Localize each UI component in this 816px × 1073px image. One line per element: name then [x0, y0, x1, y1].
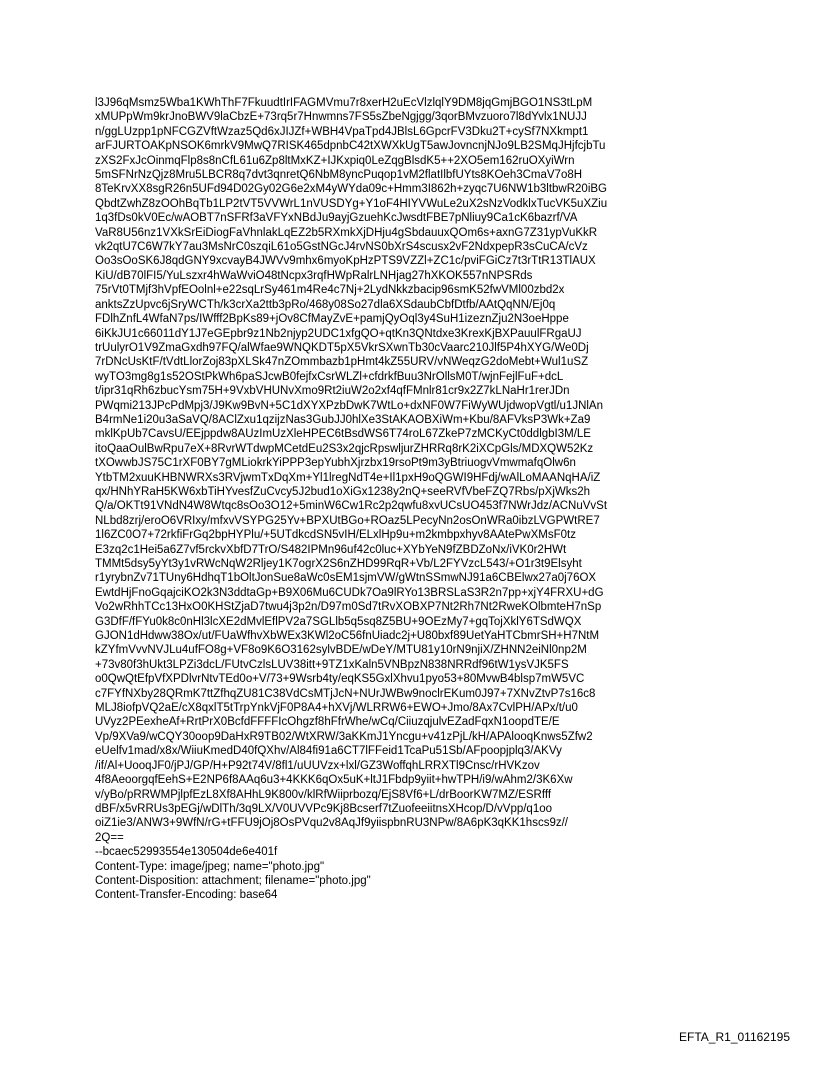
text-line: YtbTM2xuuKHBNWRXs3RVjwmTxDqXm+Yl1lregNdT4e+Il1pxH9oQGWI9HFdj/wAlLoMAANqHA/iZ: [95, 471, 601, 484]
text-line: Vp/9XVa9/wCQY30oop9DaHxR9TB02/WtXRW/3aKKmJ1Yncgu+v41zPjL/kH/APAlooqKnws5Zfw2: [95, 730, 593, 743]
text-line: 7rDNcUsKtF/tVdtLlorZoj83pXLSk47nZOmmbazb1pHmt4kZ55URV/vNWeqzG2doMebt+Wul1uSZ: [95, 356, 589, 369]
text-line: tXOwwbJS75C1rXF0BY7gMLiokrkYiPPP3epYubhXjrzbx19rsoPt9m3yBtriuogvVmwmafqOlw6n: [95, 457, 576, 470]
text-line: MLJ8iofpVQ2aE/cX8qxlT5tTrpYnkVjF0P8A4+hXVj/WLRRW6+EWO+Jmo/8Ax7CvlPH/APx/t/u0: [95, 702, 578, 715]
text-line: +73v80f3hUkt3LPZi3dcL/FUtvCzlsLUV38itt+9TZ1xKaln5VNBpzN838NRRdf96tW1ysVJK5FS: [95, 658, 569, 671]
text-line: QbdtZwhZ8zOOhBqTb1LP2tVT5VVWrL1nVUSDYg+Y1oF4HIYVWuLe2uX2sNzVodklxTucVK5uXZiu: [95, 197, 608, 210]
text-line: mklKpUb7CavsU/EEjppdw8AUzImUzXleHPEC6tBsdWS6T74roL67ZkeP7zMCKyCt0ddlgbI3M/LE: [95, 428, 591, 441]
text-line: 6iKkJU1c66011dY1J7eGEpbr9z1Nb2njyp2UDC1xfgQO+qtKn3QNtdxe3KrexKjBXPauulFRgaUJ: [95, 327, 582, 340]
text-line: qx/HNhYRaH5KW6xbTiHYvesfZuCvcy5J2bud1oXiGx1238y2nQ+seeRVfVbeFZQ7Rbs/pXjWks2h: [95, 485, 591, 498]
text-line: trUulyrO1V9ZmaGxdh97FQ/alWfae9WNQKDT5pX5VkrSXwnTb30cVaarc210Jlf5P4hXYG/We0Dj: [95, 341, 589, 354]
text-line: /if/Al+UooqJF0/jPJ/GP/H+P92t74V/8fl1/uUUVzx+lxl/GZ3WoffqhLRRXTl9Cnsc/rHVKzov: [95, 759, 540, 772]
text-line: itoQaaOulBwRpu7eX+8RvrWTdwpMCetdEu2S3x2qjcRpswljurZHRRq8rK2iXCpGls/MDXQW52Kz: [95, 442, 594, 455]
text-line: kZYfmVvvNVJLu4ufFO8g+VF8o9K6O3162sylvBDE/wDeY/MTU81y10rN9njiX/ZHNN2eiNl0np2M: [95, 644, 587, 657]
text-line: arFJURTOAKpNSOK6mrkV9MwQ7RISK465dpnbC42tXWXkUgT5awJovncnjNJo9LB2SMqJHjfcjbTu: [95, 140, 606, 153]
text-line: 75rVt0TMjf3hVpfEOolnl+e22sqLrSy461m4Re4c7Nj+2LydNkkzbacip96smK52fwVMl00zbd2x: [95, 284, 565, 297]
text-line: o0QwQtEfpVfXPDlvrNtvTEd0o+V/73+9Wsrb4ty/eqKS5GxlXhvu1pyo53+80MvwB4blsp7mW5VC: [95, 673, 585, 686]
text-line: 4f8AeoorgqfEehS+E2NP6f8AAq6u3+4KKK6qOx5uK+ltJ1Fbdp9yiit+hwTPH/i9/wAhm2/3K6Xw: [95, 774, 573, 787]
text-line: eUelfv1mad/x8x/WiiuKmedD40fQXhv/Al84fi91a6CT7lFFeid1TcaPu51Sb/AFpoopjplq3/AKVy: [95, 745, 562, 758]
text-line: dBF/x5vRRUs3pEGj/wDlTh/3q9LX/V0UVVPc9Kj8Bcserf7tZuofeeiitnsXHcop/D/vVpp/q1oo: [95, 802, 553, 815]
text-line: Vo2wRhhTCc13HxO0KHStZjaD7twu4j3p2n/D97m0Sd7tRvXOBXP7Nt2Rh7Nt2RweKOlbmteH7nSp: [95, 601, 602, 614]
document-id: EFTA_R1_01162195: [679, 1030, 790, 1044]
text-line: v/yBo/pRRWMPjlpfEzL8Xf8AHhL9K800v/klRfWiiprbozq/EjS8Vf6+L/drBoorKW7MZ/ESRfff: [95, 788, 552, 801]
text-line: r1yrybnZv71TUny6HdhqT1bOltJonSue8aWc0sEM1sjmVW/gWtnSSmwNJ91a6CBElwx27a0j76OX: [95, 572, 597, 585]
text-line: Content-Type: image/jpeg; name="photo.jpg": [95, 860, 325, 873]
text-line: 5mSFNrNzQjz8Mru5LBCR8q7dvt3qnretQ6NbM8yncPuqop1vM2flatIlbfUYts8KOeh3CmaV7o8H: [95, 169, 583, 182]
text-line: 2Q==: [95, 831, 124, 844]
text-line: Q/a/OKTt91VNdN4W8Wtqc8sOo3O12+5minW6Cw1Rc2p2qwfu8xvUCsUO453f7NWrJdz/ACNuVvSt: [95, 500, 608, 513]
text-line: t/ipr31qRh6zbucYsm75H+9VxbVHUNvXmo9Rt2iuW2o2xf4qfFMnlr81cr9x2Z7kLNaHr1rerJDn: [95, 385, 570, 398]
text-line: c7FYfNXby28QRmK7ttZfhqZU81C38VdCsMTjJcN+NUrJWBw9noclrEKum0J97+7XNvZtvP7s16c8: [95, 687, 596, 700]
text-line: 1q3fDs0kV0Ec/wAOBT7nSFRf3aVFYxNBdJu9ayjGzuehKcJwsdtFBE7pNliuy9Ca1cK6bazrf/VA: [95, 212, 578, 225]
text-line: G3DfF/fFYu0k8c0nHl3lcXE2dMvlEflPV2a7SGLlb5q5sq8Z5BU+9OEzMy7+gqTojXklY6TSdWQX: [95, 615, 582, 628]
text-line: VaR8U56nz1VXkSrEiDiogFaVhnlakLqEZ2b5RXmkXjDHju4gSbdauuxQOm6s+axnG7Z31ypVuKkR: [95, 226, 598, 239]
text-line: Content-Disposition: attachment; filename="photo.jpg": [95, 874, 371, 887]
text-line: oiZ1ie3/ANW3+9WfN/rG+tFFU9jOj8OsPVqu2v8AqJf9yiispbnRU3NPw/8A6pK3qKK1hscs9z//: [95, 817, 568, 830]
text-line: GJON1dHdww38Ox/ut/FUaWfhvXbWEx3KWl2oC56fnUiadc2j+U80bxf89UetYaHTCbmrSH+H7NtM: [95, 630, 600, 643]
text-line: wyTO3mg8g1s52OStPkWh6paSJcwB0fejfxCsrWLZl+cfdrkfBuu3NrOllsM0T/wjnFejlFuF+dcL: [95, 370, 564, 383]
text-line: zXS2FxJcOinmqFlp8s8nCfL61u6Zp8ltMxKZ+IJKxpiq0LeZqgBlsdK5++2XO5em162ruOXyiWrn: [95, 154, 575, 167]
text-line: vk2qtU7C6W7kY7au3MsNrC0szqiL61o5GstNGcJ4rvNS0bXrS4scusx2vF2NdxpepR3sCuCA/cVz: [95, 241, 588, 254]
text-line: anktsZzUpvc6jSryWCTh/k3crXa2ttb3pRo/468y08So27dla6XSdaubCbfDtfb/AAtQqNN/Ej0q: [95, 298, 556, 311]
text-line: B4rmNe1i20u3aSaVQ/8AClZxu1qzijzNas3GubJJ0hlXe3StAKAOBXiWm+Kbu/8AFVksP3Wk+Za9: [95, 413, 591, 426]
text-line: KiU/dB70lFI5/YuLszxr4hWaWviO48tNcpx3rqfHWpRalrLNHjag27hXKOK557nNPSRds: [95, 269, 533, 282]
text-line: FDlhZnfL4WfaN7ps/IWfff2BpKs89+jOv8CfMayZvE+pamjQyOql3y4SuH1izeznZju2N3oeHppe: [95, 313, 569, 326]
text-line: 8TeKrvXX8sgR26n5UFd94D02Gy02G6e2xM4yWYda09c+Hmm3I862h+zyqc7U6NW1b3ltbwR20iBG: [95, 183, 608, 196]
text-line: xMUPpWm9krJnoBWV9laCbzE+73rq5r7Hnwmns7FS5sZbeNgjgg/3qorBMvzuoro7l8dYvlx1NUJJ: [95, 111, 587, 124]
text-line: EwtdHjFnoGqajciKO2k3N3ddtaGp+B9X06Mu6CUDk7Oa9lRYo13BRSLaS3R2n7pp+xjY4FRXU+dG: [95, 586, 604, 599]
text-line: Oo3sOoSK6J8qdGNY9xcvayB4JWVv9mhx6myoKpHzPTS9VZZl+ZC1c/pviFGiCz7t3rTtR13TlAUX: [95, 255, 596, 268]
text-line: n/ggLUzpp1pNFCGZVftWzaz5Qd6xJIJZf+WBH4VpaTpd4JBlsL6GpcrFV3Dku2T+cySf7NXkmpt1: [95, 125, 589, 138]
email-attachment-text: [95, 96, 735, 903]
text-line: Content-Transfer-Encoding: base64: [95, 889, 278, 902]
text-line: l3J96qMsmz5Wba1KWhThF7FkuudtIrIFAGMVmu7r8xerH2uEcVlzlqlY9DM8jqGmjBGO1NS3tLpM: [95, 97, 593, 109]
text-line: --bcaec52993554e130504de6e401f: [95, 846, 278, 859]
text-line: TMMt5dsy5yYt3y1vRWcNqW2Rljey1K7ogrX2S6nZHD99RqR+Vb/L2FYVzcL543/+O1r3t9Elsyht: [95, 558, 582, 570]
text-line: UVyz2PEexheAf+RrtPrX0BcfdFFFFIcOhgzf8hFfrWhe/wCq/CiiuzqjulvEZadFqxN1oopdTE/E: [95, 716, 560, 729]
text-line: PWqmi213JPcPdMpj3/J9Kw9BvN+5C1dXYXPzbDwK7WtLo+dxNF0W7FiWyWUjdwopVgtl/u1JNlAn: [95, 399, 603, 412]
text-line: 1l6ZC0O7+72rkfiFrGq2bpHYPlu/+5UTdkcdSN5vIH/ELxlHp9u+m2kmbpxhyv8AAtePwXMsF0tz: [95, 529, 576, 542]
text-line: NLbd8zrj/eroO6VRIxy/mfxvVSYPG25Yv+BPXUtBGo+ROaz5LPecyNn2osOnWRa0ibzLVGPWtRE7: [95, 514, 600, 527]
text-line: E3zq2c1Hei5a6Z7vf5rckvXbfD7TrO/S482IPMn96uf42c0luc+XYbYeN9fZBDZoNx/iVK0r2HWt: [95, 543, 567, 556]
